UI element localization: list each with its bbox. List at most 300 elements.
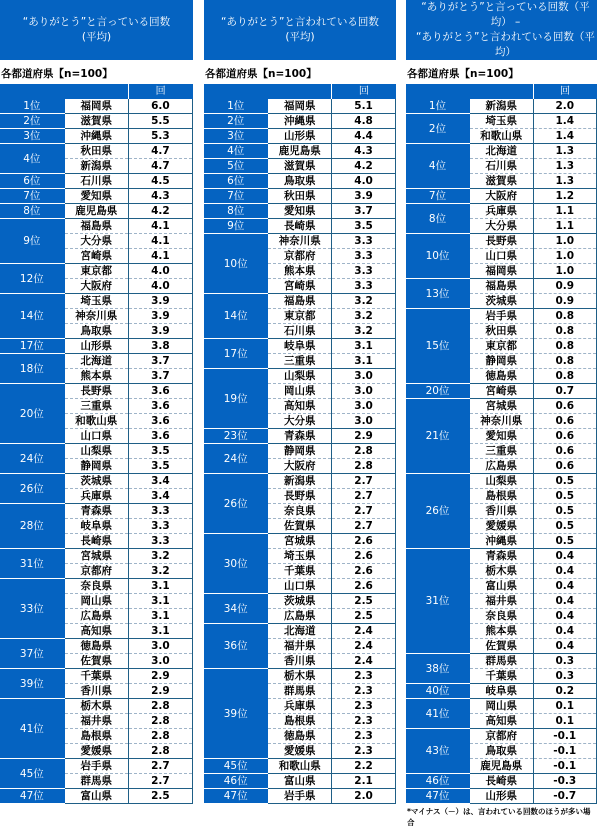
table-row <box>406 654 597 669</box>
prefecture-cell: 鹿児島県 <box>268 144 332 159</box>
rank-cell: 17位 <box>204 339 268 369</box>
value-cell: 3.6 <box>128 384 192 399</box>
title-line-1: “ありがとう”と言っている回数（平均） – <box>421 1 590 28</box>
prefecture-cell: 山形県 <box>470 789 534 804</box>
rank-cell: 2位 <box>0 114 64 129</box>
rank-cell: 9位 <box>204 219 268 234</box>
table-row <box>0 99 193 114</box>
prefecture-cell: 群馬県 <box>64 774 128 789</box>
prefecture-cell: 和歌山県 <box>64 414 128 429</box>
rank-cell: 36位 <box>204 624 268 669</box>
value-cell: 5.5 <box>128 114 192 129</box>
prefecture-cell: 岐阜県 <box>64 519 128 534</box>
value-cell: 0.4 <box>533 609 597 624</box>
value-cell: 3.3 <box>332 279 396 294</box>
prefecture-cell: 茨城県 <box>470 294 534 309</box>
rank-cell: 23位 <box>204 429 268 444</box>
table-row <box>204 159 396 174</box>
value-cell: 2.1 <box>332 774 396 789</box>
value-cell: 3.2 <box>332 309 396 324</box>
value-cell: 3.1 <box>332 354 396 369</box>
panel-title <box>204 0 396 60</box>
table-row <box>406 234 597 249</box>
prefecture-cell: 宮城県 <box>268 534 332 549</box>
prefecture-cell: 島根県 <box>64 729 128 744</box>
prefecture-cell: 富山県 <box>268 774 332 789</box>
table-row <box>0 699 193 714</box>
value-cell: 2.8 <box>332 459 396 474</box>
prefecture-cell: 滋賀県 <box>470 174 534 189</box>
value-cell: 2.9 <box>332 429 396 444</box>
sample-label: 各都道府県【n=100】 <box>407 68 519 80</box>
rank-cell: 7位 <box>0 189 64 204</box>
value-cell: 1.1 <box>533 204 597 219</box>
rank-cell: 2位 <box>204 114 268 129</box>
prefecture-cell: 愛知県 <box>470 429 534 444</box>
value-cell: 3.3 <box>128 519 192 534</box>
prefecture-cell: 三重県 <box>268 354 332 369</box>
prefecture-cell: 埼玉県 <box>470 114 534 129</box>
value-cell: 2.5 <box>332 594 396 609</box>
prefecture-cell: 大阪府 <box>470 189 534 204</box>
value-cell: 3.0 <box>332 384 396 399</box>
sample-label: 各都道府県【n=100】 <box>205 68 317 80</box>
title-line-1: “ありがとう”と言っている回数 <box>22 16 171 28</box>
table-row <box>0 504 193 519</box>
rank-cell: 30位 <box>204 534 268 594</box>
value-cell: 0.6 <box>533 459 597 474</box>
prefecture-cell: 山形県 <box>64 339 128 354</box>
value-cell: 3.3 <box>128 504 192 519</box>
prefecture-cell: 千葉県 <box>64 669 128 684</box>
value-cell: 4.5 <box>128 174 192 189</box>
prefecture-cell: 埼玉県 <box>64 294 128 309</box>
value-cell: 2.0 <box>332 789 396 804</box>
value-cell: 2.7 <box>332 474 396 489</box>
prefecture-cell: 宮城県 <box>64 549 128 564</box>
value-cell: 0.1 <box>533 699 597 714</box>
value-cell: 0.5 <box>533 489 597 504</box>
rank-header <box>204 84 268 99</box>
prefecture-cell: 長野県 <box>268 489 332 504</box>
rank-cell: 37位 <box>0 639 64 669</box>
table-row <box>406 99 597 114</box>
prefecture-cell: 石川県 <box>268 324 332 339</box>
prefecture-cell: 鳥取県 <box>268 174 332 189</box>
rank-cell: 34位 <box>204 594 268 624</box>
prefecture-cell: 香川県 <box>470 504 534 519</box>
table-row <box>204 759 396 774</box>
value-cell: 2.6 <box>332 549 396 564</box>
value-cell: 2.2 <box>332 759 396 774</box>
value-cell: 4.4 <box>332 129 396 144</box>
prefecture-cell: 奈良県 <box>470 609 534 624</box>
table-row <box>0 114 193 129</box>
rank-cell: 4位 <box>406 144 470 189</box>
rank-cell: 14位 <box>204 294 268 339</box>
value-cell: 4.8 <box>332 114 396 129</box>
table-row <box>406 309 597 324</box>
value-cell: 1.1 <box>533 219 597 234</box>
value-cell: 2.4 <box>332 639 396 654</box>
value-cell: 6.0 <box>128 99 192 114</box>
table-row <box>0 789 193 804</box>
table-row <box>204 129 396 144</box>
prefecture-cell: 山口県 <box>470 249 534 264</box>
value-cell: 0.6 <box>533 414 597 429</box>
prefecture-cell: 佐賀県 <box>64 654 128 669</box>
table-row <box>0 549 193 564</box>
value-cell: 2.3 <box>332 699 396 714</box>
prefecture-cell: 滋賀県 <box>268 159 332 174</box>
value-cell: 4.3 <box>332 144 396 159</box>
rank-cell: 24位 <box>204 444 268 474</box>
value-cell: 2.3 <box>332 714 396 729</box>
rank-cell: 21位 <box>406 399 470 474</box>
panel-received <box>204 0 396 804</box>
prefecture-cell: 山口県 <box>268 579 332 594</box>
value-cell: 3.1 <box>128 624 192 639</box>
value-cell: 0.5 <box>533 534 597 549</box>
value-cell: 4.1 <box>128 234 192 249</box>
value-cell: 4.1 <box>128 219 192 234</box>
table-header-row <box>406 84 597 99</box>
table-row <box>0 384 193 399</box>
value-cell: 2.3 <box>332 669 396 684</box>
prefecture-cell: 岐阜県 <box>470 684 534 699</box>
table-row <box>204 474 396 489</box>
value-cell: 3.9 <box>128 294 192 309</box>
prefecture-cell: 京都府 <box>64 564 128 579</box>
prefecture-cell: 兵庫県 <box>268 699 332 714</box>
value-cell: 2.7 <box>332 504 396 519</box>
prefecture-cell: 島根県 <box>470 489 534 504</box>
value-cell: 2.3 <box>332 729 396 744</box>
prefecture-cell: 宮城県 <box>470 399 534 414</box>
rank-cell: 1位 <box>406 99 470 114</box>
value-cell: 3.2 <box>332 294 396 309</box>
ranking-table <box>204 84 396 804</box>
prefecture-cell: 兵庫県 <box>64 489 128 504</box>
value-cell: 2.8 <box>332 444 396 459</box>
value-cell: 1.4 <box>533 129 597 144</box>
prefecture-cell: 青森県 <box>64 504 128 519</box>
prefecture-cell: 山梨県 <box>268 369 332 384</box>
value-cell: 3.0 <box>332 399 396 414</box>
table-header-row <box>204 84 396 99</box>
prefecture-cell: 山形県 <box>268 129 332 144</box>
value-cell: 0.3 <box>533 654 597 669</box>
panel-said <box>0 0 193 804</box>
prefecture-cell: 沖縄県 <box>470 534 534 549</box>
rank-cell: 4位 <box>0 144 64 174</box>
rank-cell: 20位 <box>406 384 470 399</box>
table-row <box>406 144 597 159</box>
rank-cell: 10位 <box>406 234 470 279</box>
prefecture-cell: 栃木県 <box>268 669 332 684</box>
value-cell: 1.3 <box>533 144 597 159</box>
value-cell: 0.6 <box>533 429 597 444</box>
title-line-2: “ありがとう”と言われている回数（平均） <box>416 31 595 58</box>
prefecture-cell: 青森県 <box>268 429 332 444</box>
prefecture-cell: 高知県 <box>470 714 534 729</box>
prefecture-cell: 新潟県 <box>64 159 128 174</box>
prefecture-cell: 和歌山県 <box>470 129 534 144</box>
prefecture-cell: 神奈川県 <box>268 234 332 249</box>
prefecture-cell: 大分県 <box>470 219 534 234</box>
value-cell: 3.4 <box>128 489 192 504</box>
title-line-2: (平均) <box>81 31 112 43</box>
prefecture-header <box>268 84 332 99</box>
rank-cell: 3位 <box>0 129 64 144</box>
prefecture-cell: 佐賀県 <box>470 639 534 654</box>
prefecture-cell: 栃木県 <box>470 564 534 579</box>
value-cell: 2.8 <box>128 744 192 759</box>
rank-cell: 41位 <box>0 699 64 759</box>
sample-label: 各都道府県【n=100】 <box>1 68 113 80</box>
prefecture-cell: 東京都 <box>268 309 332 324</box>
table-row <box>204 369 396 384</box>
prefecture-cell: 大分県 <box>64 234 128 249</box>
prefecture-cell: 千葉県 <box>470 669 534 684</box>
value-cell: 0.6 <box>533 399 597 414</box>
value-cell: 0.5 <box>533 474 597 489</box>
rank-cell: 7位 <box>406 189 470 204</box>
prefecture-cell: 静岡県 <box>64 459 128 474</box>
prefecture-cell: 岩手県 <box>470 309 534 324</box>
value-cell: -0.1 <box>533 729 597 744</box>
rank-cell: 13位 <box>406 279 470 309</box>
value-cell: 0.8 <box>533 369 597 384</box>
prefecture-cell: 京都府 <box>268 249 332 264</box>
value-cell: 2.4 <box>332 654 396 669</box>
value-cell: 3.9 <box>128 309 192 324</box>
prefecture-cell: 和歌山県 <box>268 759 332 774</box>
table-row <box>204 669 396 684</box>
value-cell: 4.2 <box>332 159 396 174</box>
rank-cell: 4位 <box>204 144 268 159</box>
value-cell: 2.6 <box>332 564 396 579</box>
rank-cell: 43位 <box>406 729 470 774</box>
rank-cell: 47位 <box>0 789 64 804</box>
prefecture-cell: 徳島県 <box>268 729 332 744</box>
rank-cell: 46位 <box>204 774 268 789</box>
value-cell: 3.3 <box>332 264 396 279</box>
value-cell: 4.0 <box>332 174 396 189</box>
prefecture-cell: 広島県 <box>470 459 534 474</box>
value-cell: 0.8 <box>533 324 597 339</box>
table-row <box>204 774 396 789</box>
value-cell: 3.0 <box>128 639 192 654</box>
prefecture-cell: 熊本県 <box>268 264 332 279</box>
table-row <box>0 294 193 309</box>
prefecture-cell: 秋田県 <box>470 324 534 339</box>
value-cell: 2.7 <box>332 519 396 534</box>
prefecture-cell: 長崎県 <box>470 774 534 789</box>
prefecture-cell: 秋田県 <box>268 189 332 204</box>
value-cell: 1.0 <box>533 264 597 279</box>
value-cell: 3.5 <box>332 219 396 234</box>
table-row <box>0 669 193 684</box>
prefecture-cell: 奈良県 <box>268 504 332 519</box>
rank-cell: 26位 <box>406 474 470 549</box>
table-row <box>204 114 396 129</box>
rank-cell: 45位 <box>204 759 268 774</box>
table-row <box>0 174 193 189</box>
value-cell: 1.3 <box>533 174 597 189</box>
prefecture-cell: 愛知県 <box>268 204 332 219</box>
prefecture-cell: 長野県 <box>470 234 534 249</box>
prefecture-cell: 鹿児島県 <box>470 759 534 774</box>
value-cell: 4.0 <box>128 264 192 279</box>
value-cell: 3.1 <box>128 594 192 609</box>
prefecture-cell: 鳥取県 <box>470 744 534 759</box>
value-cell: 0.5 <box>533 519 597 534</box>
value-cell: 0.4 <box>533 639 597 654</box>
value-cell: 1.0 <box>533 234 597 249</box>
table-row <box>204 219 396 234</box>
prefecture-cell: 大分県 <box>268 414 332 429</box>
prefecture-cell: 沖縄県 <box>64 129 128 144</box>
rank-cell: 10位 <box>204 234 268 294</box>
table-header-row <box>0 84 193 99</box>
value-cell: 3.2 <box>128 564 192 579</box>
table-row <box>204 444 396 459</box>
rank-cell: 18位 <box>0 354 64 384</box>
table-row <box>204 534 396 549</box>
rank-cell: 1位 <box>0 99 64 114</box>
rank-header <box>0 84 64 99</box>
table-row <box>204 189 396 204</box>
value-cell: 3.6 <box>128 399 192 414</box>
value-cell: 2.6 <box>332 534 396 549</box>
value-cell: 0.2 <box>533 684 597 699</box>
unit-header: 回 <box>128 84 192 99</box>
prefecture-cell: 高知県 <box>268 399 332 414</box>
prefecture-cell: 宮崎県 <box>470 384 534 399</box>
prefecture-cell: 宮崎県 <box>64 249 128 264</box>
panel-difference <box>406 0 597 828</box>
rank-cell: 33位 <box>0 579 64 639</box>
table-row <box>0 264 193 279</box>
prefecture-cell: 富山県 <box>470 579 534 594</box>
rank-cell: 38位 <box>406 654 470 684</box>
prefecture-cell: 愛媛県 <box>64 744 128 759</box>
prefecture-cell: 愛媛県 <box>268 744 332 759</box>
prefecture-cell: 兵庫県 <box>470 204 534 219</box>
table-row <box>204 234 396 249</box>
value-cell: 0.5 <box>533 504 597 519</box>
value-cell: 2.5 <box>128 789 192 804</box>
rank-cell: 17位 <box>0 339 64 354</box>
value-cell: 0.8 <box>533 309 597 324</box>
prefecture-cell: 大阪府 <box>64 279 128 294</box>
prefecture-cell: 愛知県 <box>64 189 128 204</box>
value-cell: 3.2 <box>128 549 192 564</box>
prefecture-cell: 静岡県 <box>470 354 534 369</box>
title-line-2: (平均) <box>285 31 315 43</box>
prefecture-cell: 福岡県 <box>64 99 128 114</box>
value-cell: 2.8 <box>128 714 192 729</box>
value-cell: 2.0 <box>533 99 597 114</box>
rank-cell: 46位 <box>406 774 470 789</box>
prefecture-cell: 香川県 <box>268 654 332 669</box>
rank-cell: 47位 <box>204 789 268 804</box>
prefecture-cell: 石川県 <box>64 174 128 189</box>
prefecture-cell: 長崎県 <box>268 219 332 234</box>
value-cell: 2.8 <box>128 729 192 744</box>
prefecture-cell: 長野県 <box>64 384 128 399</box>
value-cell: 2.8 <box>128 699 192 714</box>
prefecture-cell: 石川県 <box>470 159 534 174</box>
prefecture-cell: 香川県 <box>64 684 128 699</box>
prefecture-header <box>64 84 128 99</box>
value-cell: 2.6 <box>332 579 396 594</box>
title-line-1: “ありがとう”と言われている回数 <box>221 16 379 28</box>
value-cell: 2.4 <box>332 624 396 639</box>
table-row <box>204 144 396 159</box>
prefecture-cell: 岡山県 <box>64 594 128 609</box>
rank-cell: 7位 <box>204 189 268 204</box>
prefecture-cell: 高知県 <box>64 624 128 639</box>
table-row <box>0 219 193 234</box>
value-cell: 3.7 <box>332 204 396 219</box>
value-cell: 3.1 <box>128 579 192 594</box>
value-cell: 0.7 <box>533 384 597 399</box>
value-cell: 3.0 <box>128 654 192 669</box>
table-row <box>204 174 396 189</box>
value-cell: 3.3 <box>332 234 396 249</box>
prefecture-cell: 熊本県 <box>64 369 128 384</box>
value-cell: 2.3 <box>332 684 396 699</box>
value-cell: 3.0 <box>332 369 396 384</box>
value-cell: 4.7 <box>128 144 192 159</box>
value-cell: -0.3 <box>533 774 597 789</box>
rank-cell: 8位 <box>204 204 268 219</box>
prefecture-cell: 長崎県 <box>64 534 128 549</box>
value-cell: 0.8 <box>533 339 597 354</box>
value-cell: 3.2 <box>332 324 396 339</box>
value-cell: 3.9 <box>128 324 192 339</box>
prefecture-cell: 埼玉県 <box>268 549 332 564</box>
unit-header: 回 <box>533 84 597 99</box>
value-cell: 3.1 <box>128 609 192 624</box>
value-cell: 2.7 <box>128 759 192 774</box>
table-row <box>406 729 597 744</box>
rank-cell: 8位 <box>0 204 64 219</box>
prefecture-cell: 沖縄県 <box>268 114 332 129</box>
value-cell: 3.8 <box>128 339 192 354</box>
prefecture-cell: 岡山県 <box>470 699 534 714</box>
rank-cell: 1位 <box>204 99 268 114</box>
prefecture-cell: 徳島県 <box>64 639 128 654</box>
rank-cell: 5位 <box>204 159 268 174</box>
ranking-table <box>0 84 193 804</box>
prefecture-cell: 岩手県 <box>64 759 128 774</box>
prefecture-cell: 新潟県 <box>268 474 332 489</box>
prefecture-cell: 鹿児島県 <box>64 204 128 219</box>
table-row <box>406 789 597 804</box>
value-cell: 2.3 <box>332 744 396 759</box>
value-cell: 3.7 <box>128 354 192 369</box>
value-cell: 0.1 <box>533 714 597 729</box>
table-row <box>204 789 396 804</box>
value-cell: 3.7 <box>128 369 192 384</box>
table-row <box>204 624 396 639</box>
prefecture-cell: 福岡県 <box>470 264 534 279</box>
table-row <box>204 429 396 444</box>
table-row <box>0 474 193 489</box>
